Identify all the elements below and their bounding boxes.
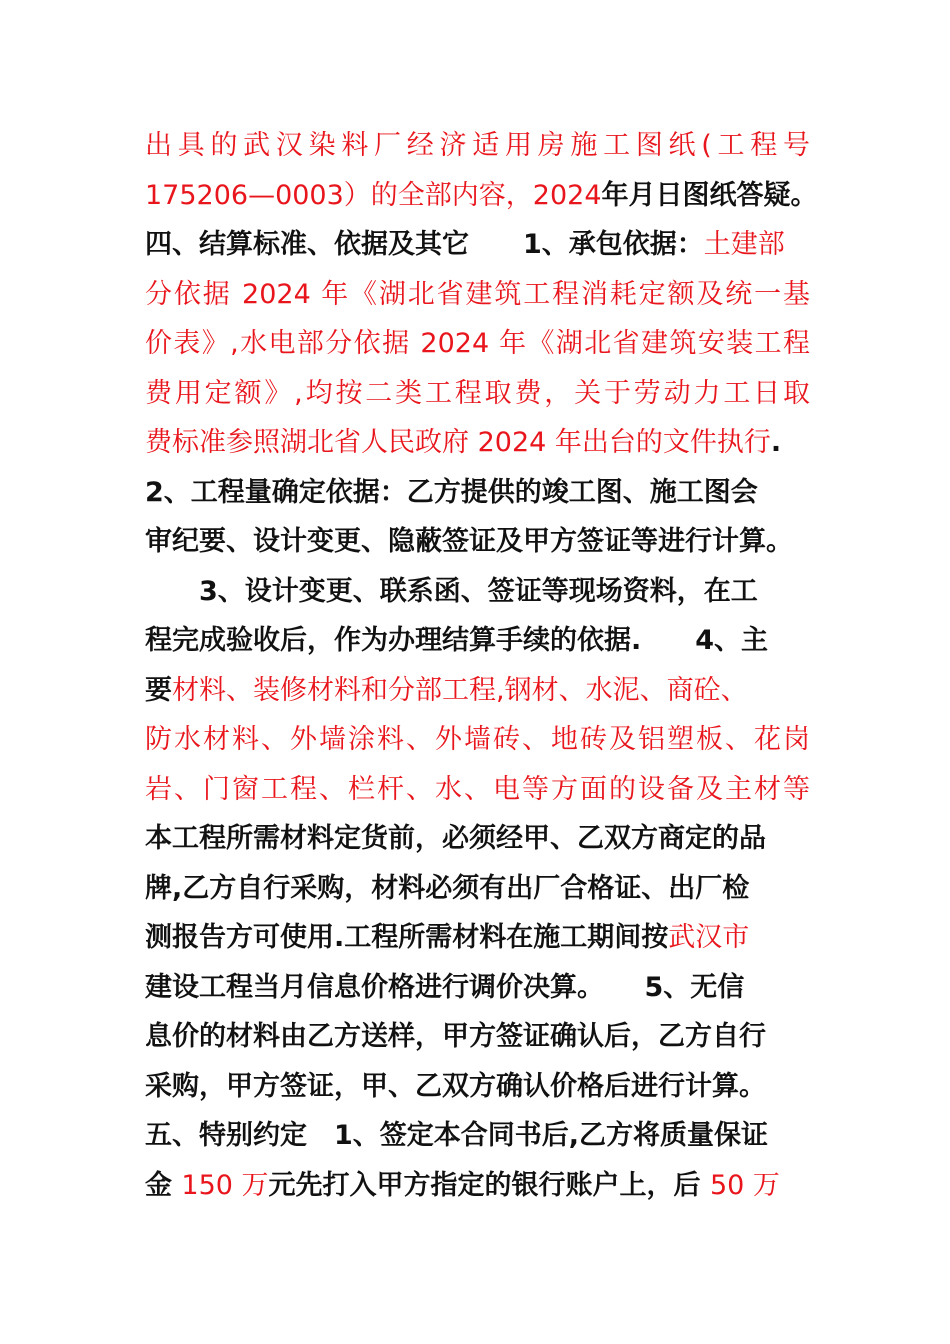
highlighted-text: 价表》,水电部分依据 2024 年《湖北省建筑安装工程 [145,328,810,359]
text-line [145,666,810,716]
text-line [145,814,810,864]
highlighted-text: 费用定额》,均按二类工程取费，关于劳动力工日取 [145,377,810,409]
highlighted-text: 土建部 [703,229,785,260]
text-line [145,715,810,765]
text-line [145,418,810,468]
body-text: 要 [145,674,172,706]
highlighted-text: 150 万 [181,1169,269,1201]
text-line [145,864,810,914]
body-text: 本工程所需材料定货前，必须经甲、乙双方商定的品 [145,823,766,854]
highlighted-text: 出具的武汉染料厂经济适用房施工图纸(工程号 [145,130,810,161]
text-line [145,1161,810,1211]
highlighted-text: 2024 [532,179,602,211]
body-text: 建设工程当月信息价格进行调价决算。 5、无信 [145,971,745,1003]
text-line [145,270,810,320]
body-text: 息价的材料由乙方送样，甲方签证确认后，乙方自行 [145,1021,766,1052]
text-line [145,1111,810,1161]
highlighted-text: 岩、门窗工程、栏杆、水、电等方面的设备及主材等 [145,773,810,805]
text-line [145,1012,810,1062]
text-line [145,913,810,963]
text-line [145,369,810,419]
body-text: 程完成验收后，作为办理结算手续的依据. 4、主 [145,625,769,656]
text-line [145,468,810,518]
text-line [145,567,810,617]
body-text: 金 [145,1169,182,1201]
body-text: 五、特别约定 1、签定本合同书后,乙方将质量保证 [145,1120,769,1151]
contract-text-body [145,121,818,1210]
text-line [145,121,810,171]
text-line [145,220,810,270]
highlighted-text: 175206—0003）的全部内容， [145,179,533,211]
body-text: 采购，甲方签证，甲、乙双方确认价格后进行计算。 [145,1070,766,1102]
text-line [145,517,810,567]
body-text: 四、结算标准、依据及其它 1、承包依据： [145,229,704,260]
body-text: . [770,427,782,458]
highlighted-text: 防水材料、外墙涂料、外墙砖、地砖及铝塑板、花岗 [145,724,810,755]
text-line [145,171,818,221]
highlighted-text: 武汉市 [668,922,750,953]
body-text: 3、设计变更、联系函、签证等现场资料，在工 [145,575,758,607]
highlighted-text: 材料、装修材料和分部工程,钢材、水泥、商砼、 [172,674,748,706]
body-text: 测报告方可使用.工程所需材料在施工期间按 [145,922,669,953]
highlighted-text: 费标准参照湖北省人民政府 2024 年出台的文件执行 [145,427,771,458]
highlighted-text: 分依据 2024 年《湖北省建筑工程消耗定额及统一基 [145,278,810,310]
body-text: 牌,乙方自行采购，材料必须有出厂合格证、出厂检 [145,872,750,904]
text-line [145,963,810,1013]
text-line [145,765,810,815]
body-text: 元先打入甲方指定的银行账户上，后 [268,1169,710,1201]
text-line [145,1062,810,1112]
body-text: 年月日图纸答疑。 [601,179,818,211]
body-text: 审纪要、设计变更、隐蔽签证及甲方签证等进行计算。 [145,526,793,557]
text-line [145,616,810,666]
highlighted-text: 50 万 [709,1169,780,1201]
body-text: 2、工程量确定依据：乙方提供的竣工图、施工图会 [145,476,758,508]
text-line [145,319,810,369]
